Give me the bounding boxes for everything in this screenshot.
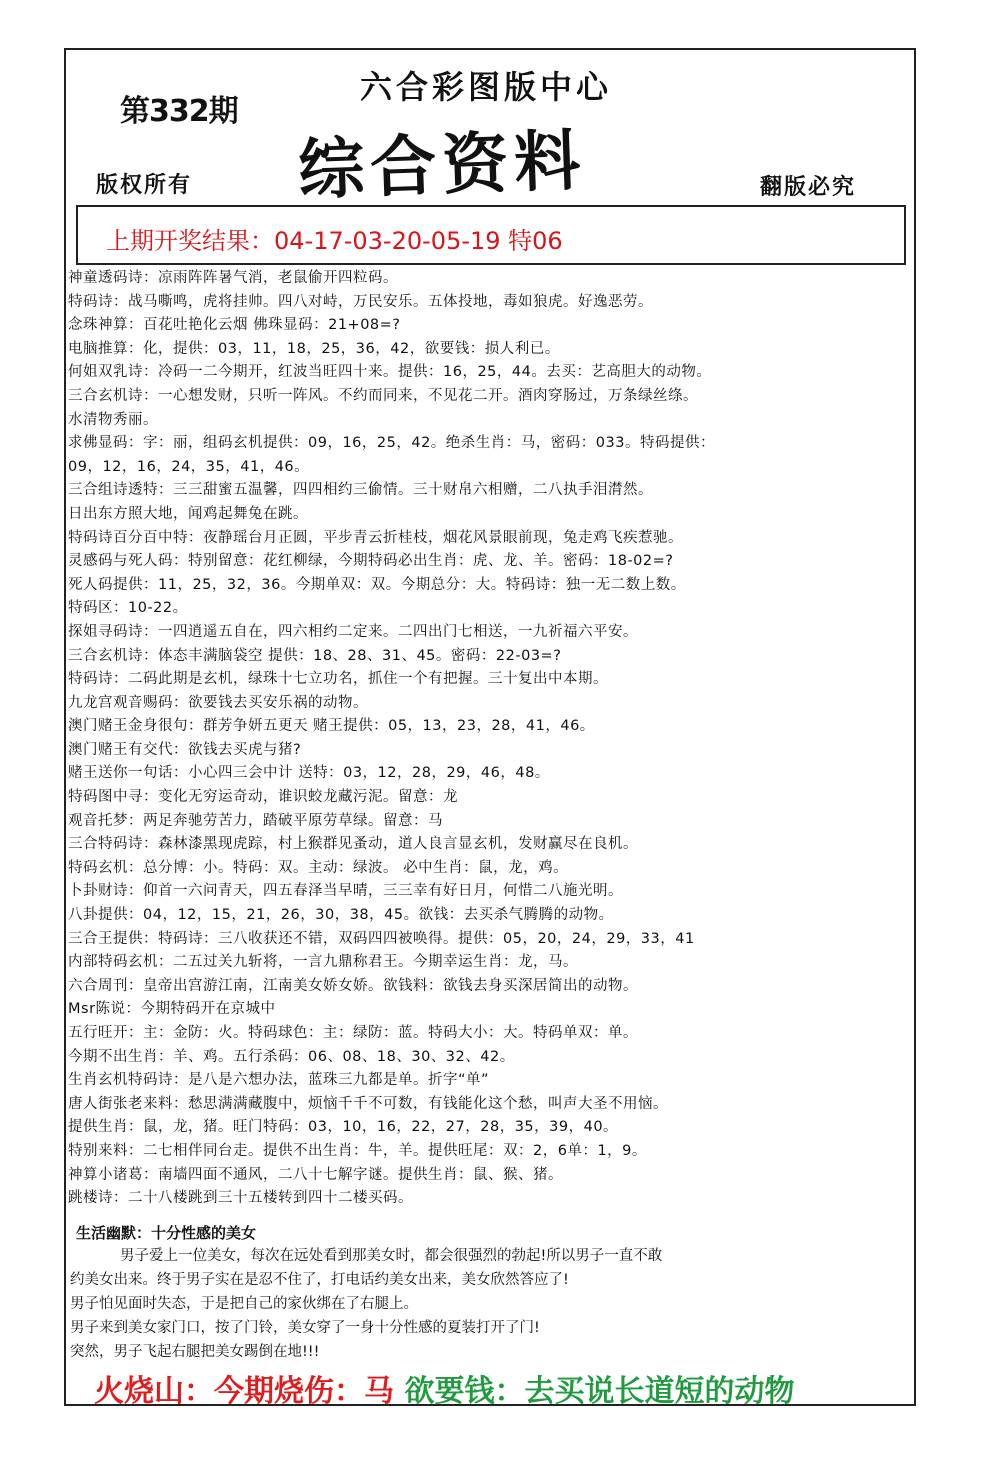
content-line: 唐人街张老来料：愁思满满藏腹中，烦恼千千不可数，有钱能化这个愁，叫声大圣不用恼。 — [68, 1095, 668, 1112]
story-body — [70, 1244, 900, 1364]
bottom-banner — [94, 1366, 794, 1410]
content-line: 六合周刊：皇帝出宫游江南，江南美女娇女娇。欲钱料：欲钱去身买深居简出的动物。 — [68, 977, 638, 994]
content-line: 日出东方照大地，闻鸡起舞兔在跳。 — [68, 505, 308, 522]
content-line: 特码诗：战马嘶鸣，虎将挂帅。四八对峙，万民安乐。五体投地，毒如狼虎。好逸恶劳。 — [68, 293, 653, 310]
content-line: 澳门赌王金身很句：群芳争妍五更天 赌王提供：05，13，23，28，41，46。 — [68, 718, 595, 735]
content-line: 求佛显码：字：丽，组码玄机提供：09，16，25，42。绝杀生肖：马，密码：033。特码提供： — [68, 435, 715, 452]
content-line: 赌王送你一句话：小心四三会中计 送特：03，12，28，29，46，48。 — [68, 765, 550, 782]
content-line: 何姐双乳诗：冷码一二今期开，红波当旺四十来。提供：16，25，44。去买：艺高胆大的动物。 — [68, 364, 712, 381]
bottom-banner-red: 火烧山：今期烧伤：马 — [94, 1374, 394, 1409]
content-line: 三合王提供：特码诗：三八收获还不错，双码四四被唤得。提供：05，20，24，29，33，41 — [68, 930, 695, 947]
content-line: 特别来料：二七相伴同台走。提供不出生肖：牛，羊。提供旺尾：双：2，6单：1，9。 — [68, 1142, 647, 1159]
story-line: 男子爱上一位美女，每次在远处看到那美女时，都会很强烈的勃起!所以男子一直不敢 — [120, 1248, 663, 1264]
content-line: 神算小诸葛：南墙四面不通风，二八十七解字谜。提供生肖：鼠、猴、猪。 — [68, 1166, 563, 1183]
content-line: 09，12，16，24，35，41，46。 — [68, 458, 310, 475]
content-line: 神童透码诗：凉雨阵阵暑气消，老鼠偷开四粒码。 — [68, 270, 398, 286]
last-result-text: 上期开奖结果：04-17-03-20-05-19 特06 — [106, 227, 563, 255]
content-line: 三合玄机诗：一心想发财，只听一阵风。不约而同来，不见花二开。酒肉穿肠过，万条绿丝绦。 — [68, 387, 698, 404]
publisher-title: 六合彩图版中心 — [360, 68, 613, 106]
issue-number: 第332期 — [120, 94, 238, 129]
content-lines — [68, 267, 912, 1211]
content-line: 五行旺开：主：金防：火。特码球色：主：绿防：蓝。特码大小：大。特码单双：单。 — [68, 1025, 638, 1041]
content-line: 卜卦财诗：仰首一六问青天，四五春泽当早晴，三三幸有好日月，何惜二八施光明。 — [68, 883, 623, 900]
content-line: 生肖玄机特码诗：是八是六想办法，蓝珠三九都是单。折字“单” — [68, 1072, 490, 1089]
content-line: 澳门赌王有交代：欲钱去买虎与猪? — [68, 741, 302, 758]
content-line: 电脑推算：化，提供：03，11，18，25，36，42，欲要钱：损人利已。 — [68, 340, 560, 357]
content-line: 特码区：10-22。 — [68, 600, 188, 617]
content-line: 观音托梦：两足奔驰劳苦力，踏破平原劳草绿。留意：马 — [68, 812, 443, 829]
story-title: 生活幽默：十分性感的美女 — [76, 1224, 257, 1242]
content-line: 八卦提供：04，12，15，21，26，30，38，45。欲钱：去买杀气腾腾的动物。 — [68, 907, 614, 924]
content-line: 死人码提供：11，25，32，36。今期单双：双。今期总分：大。特码诗：独一无二数上数。 — [68, 576, 686, 593]
content-line: 特码诗：二码此期是玄机，绿珠十七立功名，抓住一个有把握。三十复出中本期。 — [68, 671, 608, 688]
story-line: 男子怕见面时失态，于是把自己的家伙绑在了右腿上。 — [70, 1296, 418, 1312]
content-line: 内部特码玄机：二五过关九斩将，一言九鼎称君王。今期幸运生肖：龙，马。 — [68, 954, 578, 971]
content-line: 水清物秀丽。 — [68, 411, 158, 428]
content-line: Msr陈说：今期特码开在京城中 — [68, 1001, 276, 1018]
story-line: 男子来到美女家门口，按了门铃，美女穿了一身十分性感的夏装打开了门! — [70, 1320, 540, 1336]
content-line: 灵感码与死人码：特别留意：花红柳绿，今期特码必出生肖：虎、龙、羊。密码：18-02=? — [68, 553, 674, 570]
content-line: 念珠神算：百花吐艳化云烟 佛珠显码：21+08=? — [68, 317, 401, 334]
copyright-note: 版权所有 — [96, 172, 193, 198]
piracy-note: 翻版必究 — [760, 174, 857, 200]
content-line: 特码诗百分百中特：夜静瑶台月正圆，平步青云折桂枝，烟花风景眼前现，兔走鸡飞疾惹驰。 — [68, 529, 683, 546]
content-line: 特码图中寻：变化无穷运奇动，谁识蛟龙藏污泥。留意：龙 — [68, 789, 458, 806]
content-line: 提供生肖：鼠，龙，猪。旺门特码：03，10，16，22，27，28，35，39，40。 — [68, 1119, 619, 1136]
main-title: 综合资料 — [296, 120, 588, 209]
content-line: 今期不出生肖：羊、鸡。五行杀码：06、08、18、30、32、42。 — [68, 1048, 515, 1065]
content-line: 探姐寻码诗：一四逍遥五自在，四六相约二定来。二四出门七相送，一九祈福六平安。 — [68, 623, 638, 640]
story-line: 突然，男子飞起右腿把美女踢倒在地!!! — [70, 1344, 320, 1360]
bottom-banner-green: 欲要钱：去买说长道短的动物 — [394, 1374, 795, 1409]
last-result-box — [76, 205, 906, 265]
content-line: 三合组诗透特：三三甜蜜五温馨，四四相约三偷情。三十财帛六相赠，二八执手泪潸然。 — [68, 482, 653, 499]
story-line: 约美女出来。终于男子实在是忍不住了，打电话约美女出来，美女欣然答应了! — [70, 1272, 569, 1288]
content-line: 特码玄机：总分博：小。特码：双。主动：绿波。 必中生肖：鼠，龙，鸡。 — [68, 859, 569, 876]
content-line: 九龙宫观音赐码：欲要钱去买安乐祸的动物。 — [68, 694, 368, 711]
content-line: 三合玄机诗：体态丰满脑袋空 提供：18、28、31、45。密码：22-03=? — [68, 647, 562, 664]
content-line: 跳楼诗：二十八楼跳到三十五楼转到四十二楼买码。 — [68, 1190, 413, 1207]
content-line: 三合特码诗：森林漆黑现虎踪，村上猴群见蚤动，道人良言显玄机，发财赢尽在良机。 — [68, 836, 638, 853]
